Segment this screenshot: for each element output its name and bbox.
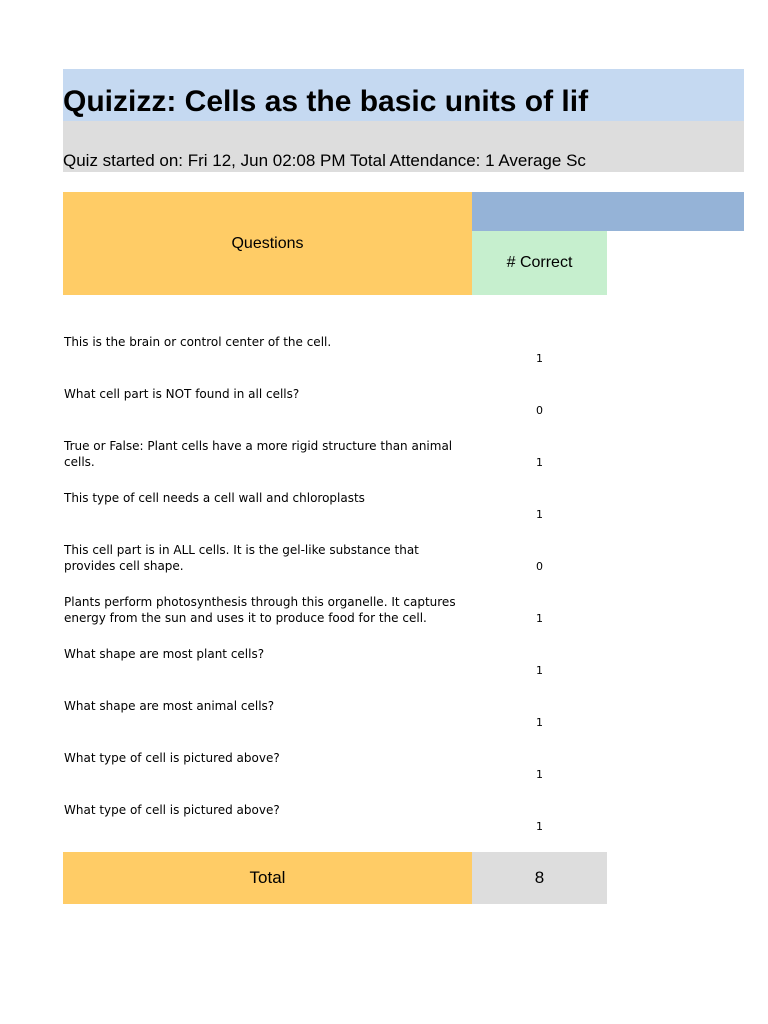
correct-count: 1: [536, 820, 543, 833]
question-text: What shape are most plant cells?: [64, 647, 265, 661]
total-value: 8: [534, 868, 545, 887]
question-rows: [63, 334, 623, 854]
table-row: [63, 698, 623, 750]
table-row: [63, 438, 623, 490]
total-label: Total: [249, 868, 286, 887]
correct-count: 0: [536, 560, 543, 573]
correct-count: 1: [536, 768, 543, 781]
total-label-cell: [63, 852, 472, 904]
question-text: True or False: Plant cells have a more rigid structure than animal cells.: [64, 439, 453, 469]
table-row: [63, 490, 623, 542]
questions-column-header: [63, 192, 472, 295]
question-text: This cell part is in ALL cells. It is the gel-like substance that provides cell shape.: [64, 543, 419, 573]
question-text: This is the brain or control center of the cell.: [64, 335, 332, 349]
correct-count: 1: [536, 508, 543, 521]
correct-column-header: [472, 231, 607, 295]
table-row: [63, 750, 623, 802]
question-text: Plants perform photosynthesis through this organelle. It captures energy from the sun and uses it to produce food for the cell.: [64, 595, 456, 625]
page-title: Quizizz: Cells as the basic units of lif: [63, 85, 589, 118]
correct-count: 1: [536, 612, 543, 625]
questions-header-label: Questions: [231, 234, 304, 252]
question-text: This type of cell needs a cell wall and chloroplasts: [64, 491, 365, 505]
quiz-info-bar: [63, 121, 744, 172]
header-accent-bar: [472, 192, 744, 231]
table-row: [63, 386, 623, 438]
quiz-info-text: Quiz started on: Fri 12, Jun 02:08 PM Total Attendance: 1 Average Sc: [63, 151, 586, 170]
title-bar: [63, 69, 744, 121]
table-row: [63, 542, 623, 594]
correct-count: 1: [536, 456, 543, 469]
question-text: What cell part is NOT found in all cells?: [64, 387, 300, 401]
correct-count: 1: [536, 664, 543, 677]
correct-count: 1: [536, 352, 543, 365]
question-text: What type of cell is pictured above?: [64, 751, 280, 765]
table-row: [63, 802, 623, 854]
question-text: What type of cell is pictured above?: [64, 803, 280, 817]
table-row: [63, 594, 623, 646]
correct-header-label: # Correct: [506, 254, 573, 271]
table-row: [63, 334, 623, 386]
correct-count: 1: [536, 716, 543, 729]
correct-count: 0: [536, 404, 543, 417]
table-row: [63, 646, 623, 698]
total-value-cell: [472, 852, 607, 904]
question-text: What shape are most animal cells?: [64, 699, 275, 713]
